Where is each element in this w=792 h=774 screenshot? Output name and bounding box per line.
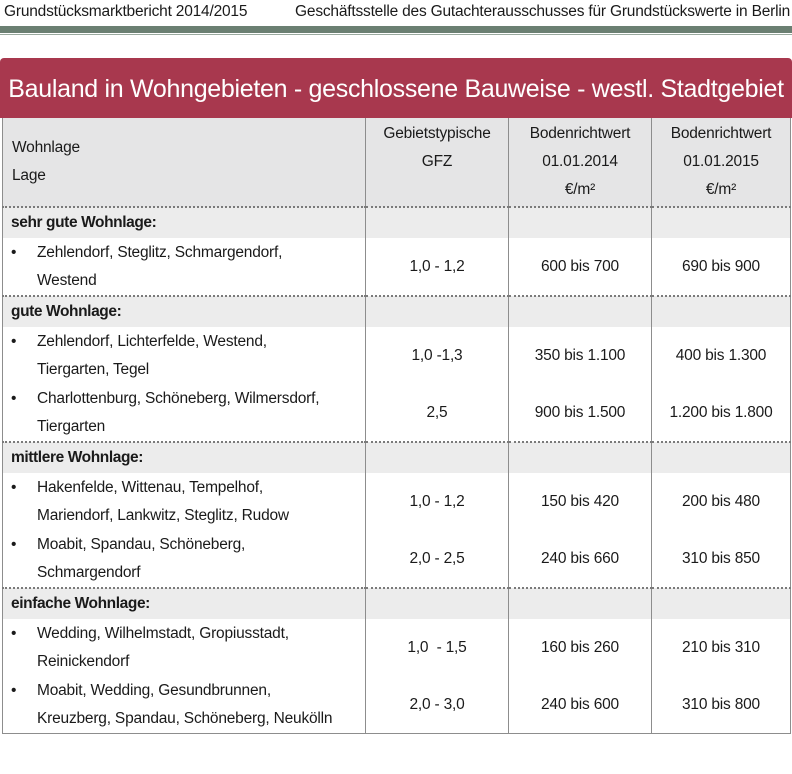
table-title: Bauland in Wohngebieten - geschlossene Bauweise - westl. Stadtgebiet <box>0 58 792 118</box>
brw2014-unit: €/m² <box>564 181 596 198</box>
column-header-brw-2014 <box>509 118 652 207</box>
group-label: sehr gute Wohnlage: <box>3 207 366 238</box>
group-row-gut <box>3 296 791 327</box>
group-row-einfach <box>3 588 791 619</box>
location-line1: Zehlendorf, Steglitz, Schmargendorf, <box>37 243 283 261</box>
brw2014-cell: 350 bis 1.100 <box>509 327 652 384</box>
land-value-table <box>2 118 791 734</box>
table-row <box>3 238 791 296</box>
gfz-cell: 2,0 - 2,5 <box>366 530 509 588</box>
publisher-name: Geschäftsstelle des Gutachterausschusses für Grundstückswerte in Berlin <box>295 3 790 20</box>
brw2015-cell: 200 bis 480 <box>652 473 791 530</box>
table-row <box>3 473 791 530</box>
location-line1: Wedding, Wilhelmstadt, Gropiusstadt, <box>37 624 289 642</box>
header-rule <box>0 26 792 33</box>
brw2015-cell: 310 bis 800 <box>652 676 791 734</box>
location-line2: Tiergarten <box>37 417 106 435</box>
report-title: Grundstücksmarktbericht 2014/2015 <box>4 3 248 20</box>
table-row <box>3 327 791 384</box>
brw2014-cell: 240 bis 600 <box>509 676 652 734</box>
column-header-wohnlage <box>3 118 366 207</box>
brw2015-cell: 1.200 bis 1.800 <box>652 384 791 442</box>
brw2015-cell: 210 bis 310 <box>652 619 791 676</box>
brw2014-cell: 600 bis 700 <box>509 238 652 296</box>
gfz-cell: 1,0 - 1,2 <box>366 473 509 530</box>
bullet-icon: • <box>11 389 17 407</box>
location-line2: Reinickendorf <box>37 652 130 670</box>
location-cell <box>3 384 366 442</box>
location-line2: Mariendorf, Lankwitz, Steglitz, Rudow <box>37 506 289 524</box>
brw2014-cell: 900 bis 1.500 <box>509 384 652 442</box>
brw2014-cell: 160 bis 260 <box>509 619 652 676</box>
lage-label: Lage <box>12 167 46 184</box>
header-rule-thin <box>0 34 792 35</box>
bullet-icon: • <box>11 535 17 553</box>
location-line1: Charlottenburg, Schöneberg, Wilmersdorf, <box>37 389 320 407</box>
bullet-icon: • <box>11 681 17 699</box>
location-cell <box>3 619 366 676</box>
group-label: gute Wohnlage: <box>3 296 366 327</box>
location-line2: Schmargendorf <box>37 563 141 581</box>
location-line1: Moabit, Spandau, Schöneberg, <box>37 535 246 553</box>
group-label: einfache Wohnlage: <box>3 588 366 619</box>
brw2015-label-line2: 01.01.2015 <box>683 153 759 170</box>
column-header-brw-2015 <box>652 118 791 207</box>
table-row <box>3 676 791 734</box>
location-line1: Moabit, Wedding, Gesundbrunnen, <box>37 681 271 699</box>
table-header-row <box>3 118 791 207</box>
brw2015-unit: €/m² <box>705 181 737 198</box>
location-cell <box>3 676 366 734</box>
group-label: mittlere Wohnlage: <box>3 442 366 473</box>
gfz-cell: 1,0 - 1,2 <box>366 238 509 296</box>
brw2015-cell: 400 bis 1.300 <box>652 327 791 384</box>
location-cell <box>3 473 366 530</box>
gfz-label-line1: Gebietstypische <box>383 125 491 142</box>
bullet-icon: • <box>11 624 17 642</box>
group-row-sehr-gut <box>3 207 791 238</box>
location-line2: Tiergarten, Tegel <box>37 360 150 378</box>
brw2015-cell: 310 bis 850 <box>652 530 791 588</box>
column-header-gfz <box>366 118 509 207</box>
table-row <box>3 619 791 676</box>
wohnlage-label: Wohnlage <box>12 139 80 156</box>
brw2014-cell: 240 bis 660 <box>509 530 652 588</box>
bullet-icon: • <box>11 478 17 496</box>
table-row <box>3 530 791 588</box>
location-cell <box>3 238 366 296</box>
brw2015-cell: 690 bis 900 <box>652 238 791 296</box>
location-line1: Zehlendorf, Lichterfelde, Westend, <box>37 332 267 350</box>
gfz-label-line2: GFZ <box>421 153 453 170</box>
location-cell <box>3 327 366 384</box>
location-cell <box>3 530 366 588</box>
table-row <box>3 384 791 442</box>
gfz-cell: 2,0 - 3,0 <box>366 676 509 734</box>
brw2014-label-line2: 01.01.2014 <box>542 153 618 170</box>
brw2015-label-line1: Bodenrichtwert <box>670 125 772 142</box>
location-line2: Kreuzberg, Spandau, Schöneberg, Neukölln <box>37 709 333 727</box>
group-row-mittel <box>3 442 791 473</box>
brw2014-label-line1: Bodenrichtwert <box>529 125 631 142</box>
location-line2: Westend <box>37 271 97 289</box>
location-line1: Hakenfelde, Wittenau, Tempelhof, <box>37 478 263 496</box>
bullet-icon: • <box>11 332 17 350</box>
gfz-cell: 1,0 -1,3 <box>366 327 509 384</box>
gfz-cell: 2,5 <box>366 384 509 442</box>
page-header <box>0 0 792 26</box>
brw2014-cell: 150 bis 420 <box>509 473 652 530</box>
gfz-cell: 1,0 - 1,5 <box>366 619 509 676</box>
bullet-icon: • <box>11 243 17 261</box>
